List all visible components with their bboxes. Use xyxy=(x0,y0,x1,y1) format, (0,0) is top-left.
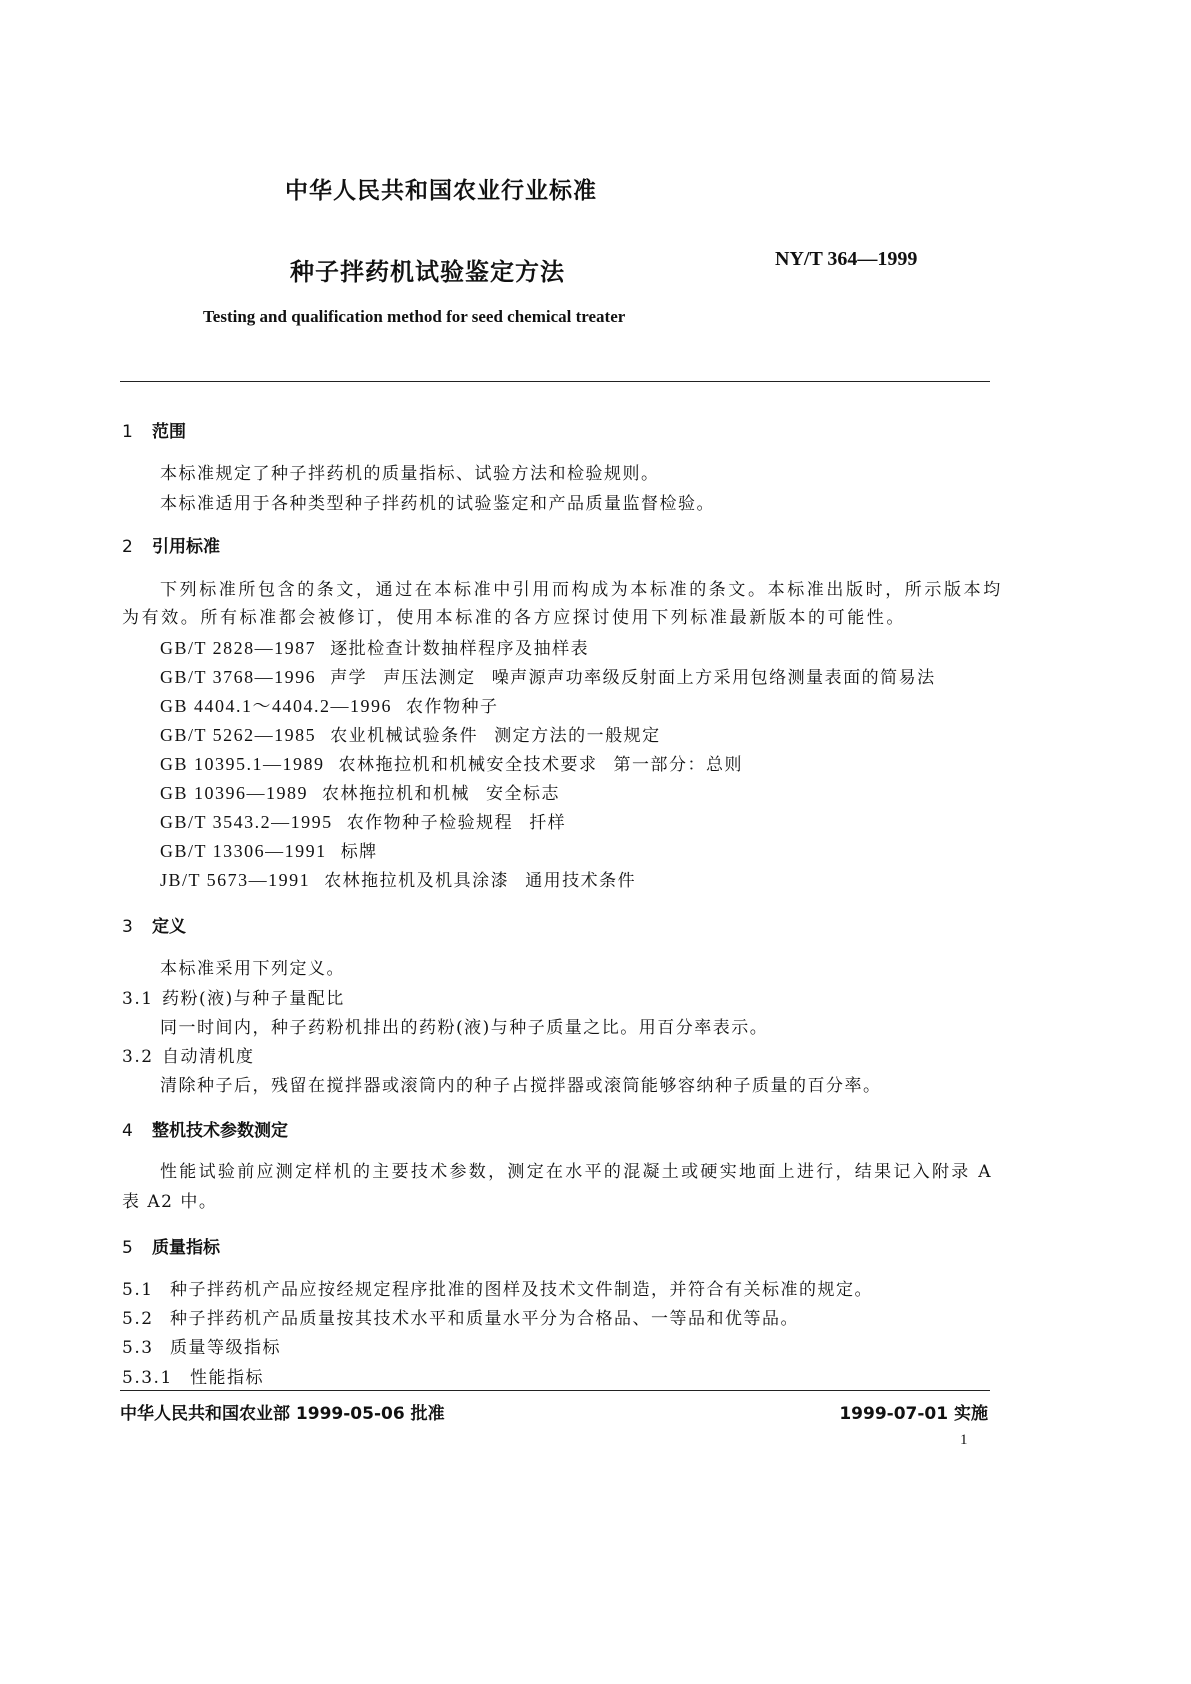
paragraph: 为有效。所有标准都会被修订，使用本标准的各方应探讨使用下列标准最新版本的可能性。 xyxy=(122,608,906,628)
reference-title: 农作物种子 xyxy=(406,697,499,717)
section-3-heading xyxy=(122,912,186,937)
section-4-heading xyxy=(122,1116,288,1141)
reference-title: 扦样 xyxy=(529,813,567,833)
reference-code: GB/T 2828—1987 xyxy=(160,638,317,658)
reference-item xyxy=(160,779,560,804)
reference-title: 农林拖拉机和机械安全技术要求 xyxy=(338,755,598,775)
clause-number: 5.1 xyxy=(122,1280,154,1300)
section-title: 范围 xyxy=(152,422,186,442)
clause-number: 5.2 xyxy=(122,1309,154,1329)
section-title: 引用标准 xyxy=(152,537,220,557)
paragraph: 本标准适用于各种类型种子拌药机的试验鉴定和产品质量监督检验。 xyxy=(160,494,715,514)
section-title: 定义 xyxy=(152,917,186,937)
doc-title: 种子拌药机试验鉴定方法 xyxy=(290,258,565,286)
reference-code: JB/T 5673—1991 xyxy=(160,870,311,890)
section-5-heading xyxy=(122,1233,220,1258)
reference-code: GB 4404.1～4404.2—1996 xyxy=(160,696,393,716)
clause-5-1 xyxy=(122,1275,873,1300)
paragraph: 本标准采用下列定义。 xyxy=(160,959,345,979)
paragraph: 表 A2 中。 xyxy=(122,1192,218,1212)
clause-text: 质量等级指标 xyxy=(170,1338,281,1358)
clause-text: 种子拌药机产品质量按其技术水平和质量水平分为合格品、一等品和优等品。 xyxy=(170,1309,799,1329)
english-title: Testing and qualification method for seed chemical treater xyxy=(203,307,626,326)
section-2-heading xyxy=(122,532,220,557)
reference-title: 声学 xyxy=(330,668,368,688)
paragraph: 下列标准所包含的条文，通过在本标准中引用而构成为本标准的条文。本标准出版时，所示版本均 xyxy=(160,580,1003,600)
reference-item xyxy=(160,837,378,862)
reference-code: GB/T 3543.2—1995 xyxy=(160,812,333,832)
reference-item xyxy=(160,750,743,775)
reference-code: GB 10396—1989 xyxy=(160,783,309,803)
paragraph: 本标准规定了种子拌药机的质量指标、试验方法和检验规则。 xyxy=(160,464,660,484)
section-title: 整机技术参数测定 xyxy=(152,1121,288,1141)
section-number: 3 xyxy=(122,917,133,937)
header-rule xyxy=(120,381,990,382)
reference-item xyxy=(160,692,499,718)
org-title: 中华人民共和国农业行业标准 xyxy=(285,178,597,204)
page-number: 1 xyxy=(960,1432,968,1448)
clause-text: 种子拌药机产品应按经规定程序批准的图样及技术文件制造，并符合有关标准的规定。 xyxy=(170,1280,873,1300)
definition-text: 清除种子后，残留在搅拌器或滚筒内的种子占搅拌器或滚筒能够容纳种子质量的百分率。 xyxy=(160,1076,882,1096)
term: 自动清机度 xyxy=(162,1047,255,1067)
effective-date: 1999-07-01 实施 xyxy=(839,1404,988,1424)
clause-number: 3.2 xyxy=(122,1047,154,1067)
term: 药粉(液)与种子量配比 xyxy=(162,989,345,1009)
clause-5-2 xyxy=(122,1304,799,1329)
reference-title: 农林拖拉机和机械 xyxy=(322,784,471,804)
clause-number: 3.1 xyxy=(122,989,154,1009)
clause-5-3-1 xyxy=(122,1363,264,1388)
reference-code: GB/T 13306—1991 xyxy=(160,841,327,861)
reference-title: 第一部分：总则 xyxy=(613,755,744,775)
reference-item xyxy=(160,663,936,688)
reference-title: 通用技术条件 xyxy=(525,871,637,891)
reference-title: 农林拖拉机及机具涂漆 xyxy=(324,871,510,891)
reference-title: 声压法测定 xyxy=(383,668,476,688)
section-number: 1 xyxy=(122,422,133,442)
reference-title: 测定方法的一般规定 xyxy=(494,726,661,746)
clause-text: 性能指标 xyxy=(190,1368,264,1388)
reference-item xyxy=(160,866,636,891)
reference-code: GB/T 5262—1985 xyxy=(160,725,317,745)
reference-item xyxy=(160,721,661,746)
reference-title: 标牌 xyxy=(340,842,378,862)
paragraph: 性能试验前应测定样机的主要技术参数，测定在水平的混凝土或硬实地面上进行，结果记入附录 A xyxy=(160,1162,993,1182)
reference-title: 逐批检查计数抽样程序及抽样表 xyxy=(330,639,590,659)
section-number: 4 xyxy=(122,1121,133,1141)
definition-term xyxy=(122,1042,255,1067)
reference-item xyxy=(160,808,566,833)
clause-5-3 xyxy=(122,1333,281,1358)
definition-term xyxy=(122,984,345,1009)
clause-number: 5.3.1 xyxy=(122,1368,173,1388)
section-title: 质量指标 xyxy=(152,1238,220,1258)
definition-text: 同一时间内，种子药粉机排出的药粉(液)与种子质量之比。用百分率表示。 xyxy=(160,1018,769,1038)
section-1-heading xyxy=(122,417,186,442)
clause-number: 5.3 xyxy=(122,1338,154,1358)
reference-code: GB/T 3768—1996 xyxy=(160,667,317,687)
section-number: 2 xyxy=(122,537,133,557)
reference-title: 农作物种子检验规程 xyxy=(346,813,514,833)
reference-item xyxy=(160,634,589,659)
approval-date: 中华人民共和国农业部 1999-05-06 批准 xyxy=(120,1404,445,1424)
reference-title: 农业机械试验条件 xyxy=(330,726,479,746)
standard-number: NY/T 364—1999 xyxy=(775,248,918,270)
footer-rule xyxy=(120,1390,990,1391)
reference-title: 噪声源声功率级反射面上方采用包络测量表面的简易法 xyxy=(491,668,936,688)
reference-code: GB 10395.1—1989 xyxy=(160,754,325,774)
section-number: 5 xyxy=(122,1238,133,1258)
reference-title: 安全标志 xyxy=(486,784,561,804)
